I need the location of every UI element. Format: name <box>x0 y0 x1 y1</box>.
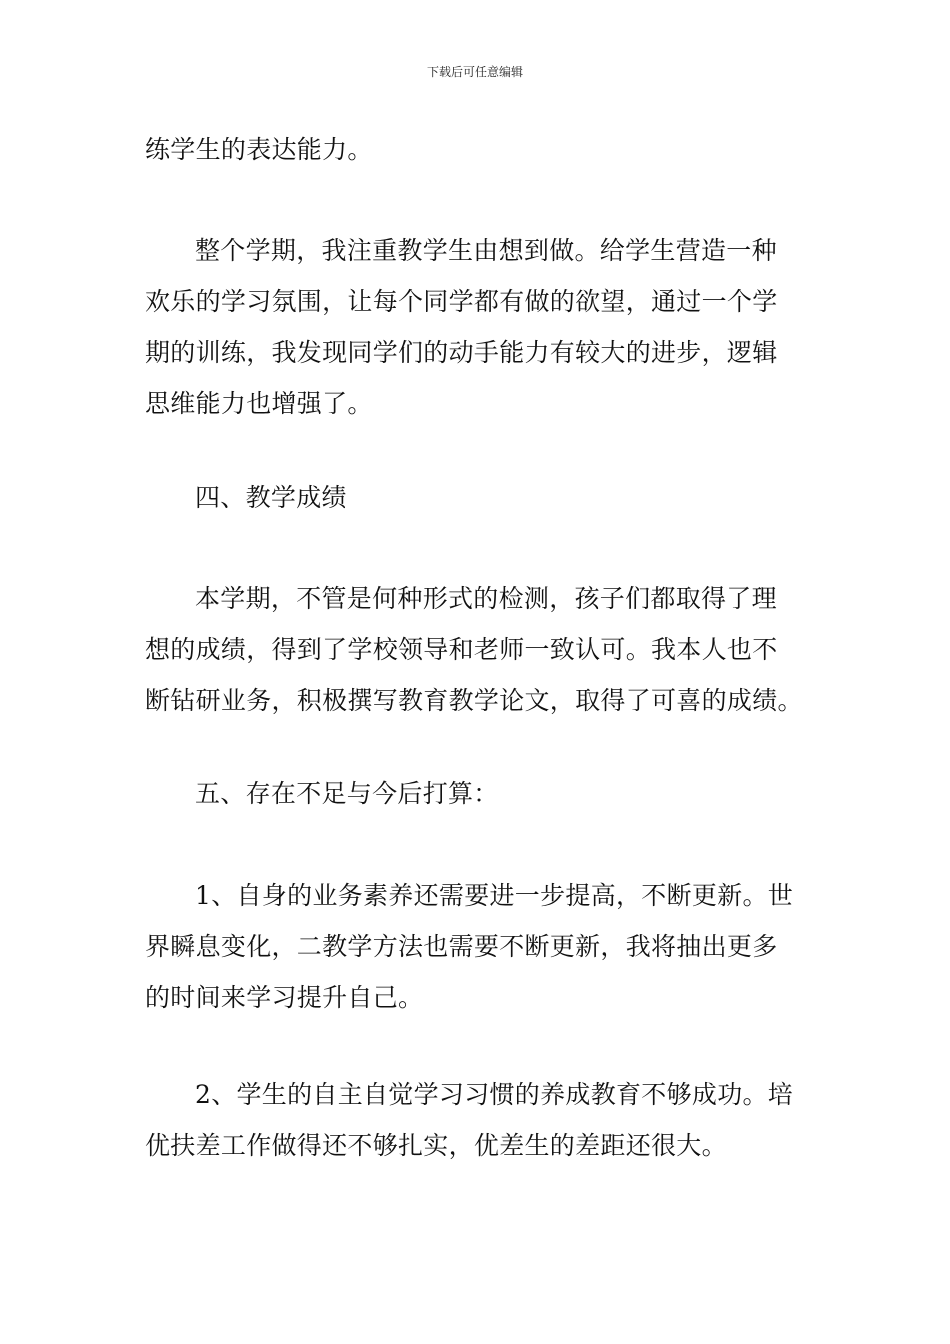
heading-text: 五、存在不足与今后打算： <box>195 779 499 808</box>
text-line: 练学生的表达能力。 <box>145 135 373 164</box>
text-line: 优扶差工作做得还不够扎实，优差生的差距还很大。 <box>145 1131 727 1160</box>
text-line: 1、自身的业务素养还需要进一步提高，不断更新。世 <box>195 881 794 910</box>
section-heading-results <box>145 472 810 523</box>
text-line: 断钻研业务，积极撰写教育教学论文，取得了可喜的成绩。 <box>145 686 803 715</box>
paragraph-results <box>145 573 810 726</box>
text-line: 的时间来学习提升自己。 <box>145 983 424 1012</box>
paragraph-point-2 <box>145 1069 810 1171</box>
paragraph-point-1 <box>145 870 810 1023</box>
text-line: 想的成绩，得到了学校领导和老师一致认可。我本人也不 <box>145 635 778 664</box>
text-line: 欢乐的学习氛围，让每个同学都有做的欲望，通过一个学 <box>145 287 778 316</box>
paragraph-continuation <box>145 124 810 175</box>
section-heading-shortcomings <box>145 768 810 819</box>
text-line: 期的训练，我发现同学们的动手能力有较大的进步，逻辑 <box>145 338 778 367</box>
heading-text: 四、教学成绩 <box>195 483 347 512</box>
paragraph-semester-practice <box>145 225 810 429</box>
text-line: 界瞬息变化，二教学方法也需要不断更新，我将抽出更多 <box>145 932 778 961</box>
text-line: 思维能力也增强了。 <box>145 389 373 418</box>
page-header: 下载后可任意编辑 <box>426 65 523 79</box>
text-line: 2、学生的自主自觉学习习惯的养成教育不够成功。培 <box>195 1080 794 1109</box>
text-line: 本学期，不管是何种形式的检测，孩子们都取得了理 <box>195 584 777 613</box>
text-line: 整个学期，我注重教学生由想到做。给学生营造一种 <box>195 236 777 265</box>
